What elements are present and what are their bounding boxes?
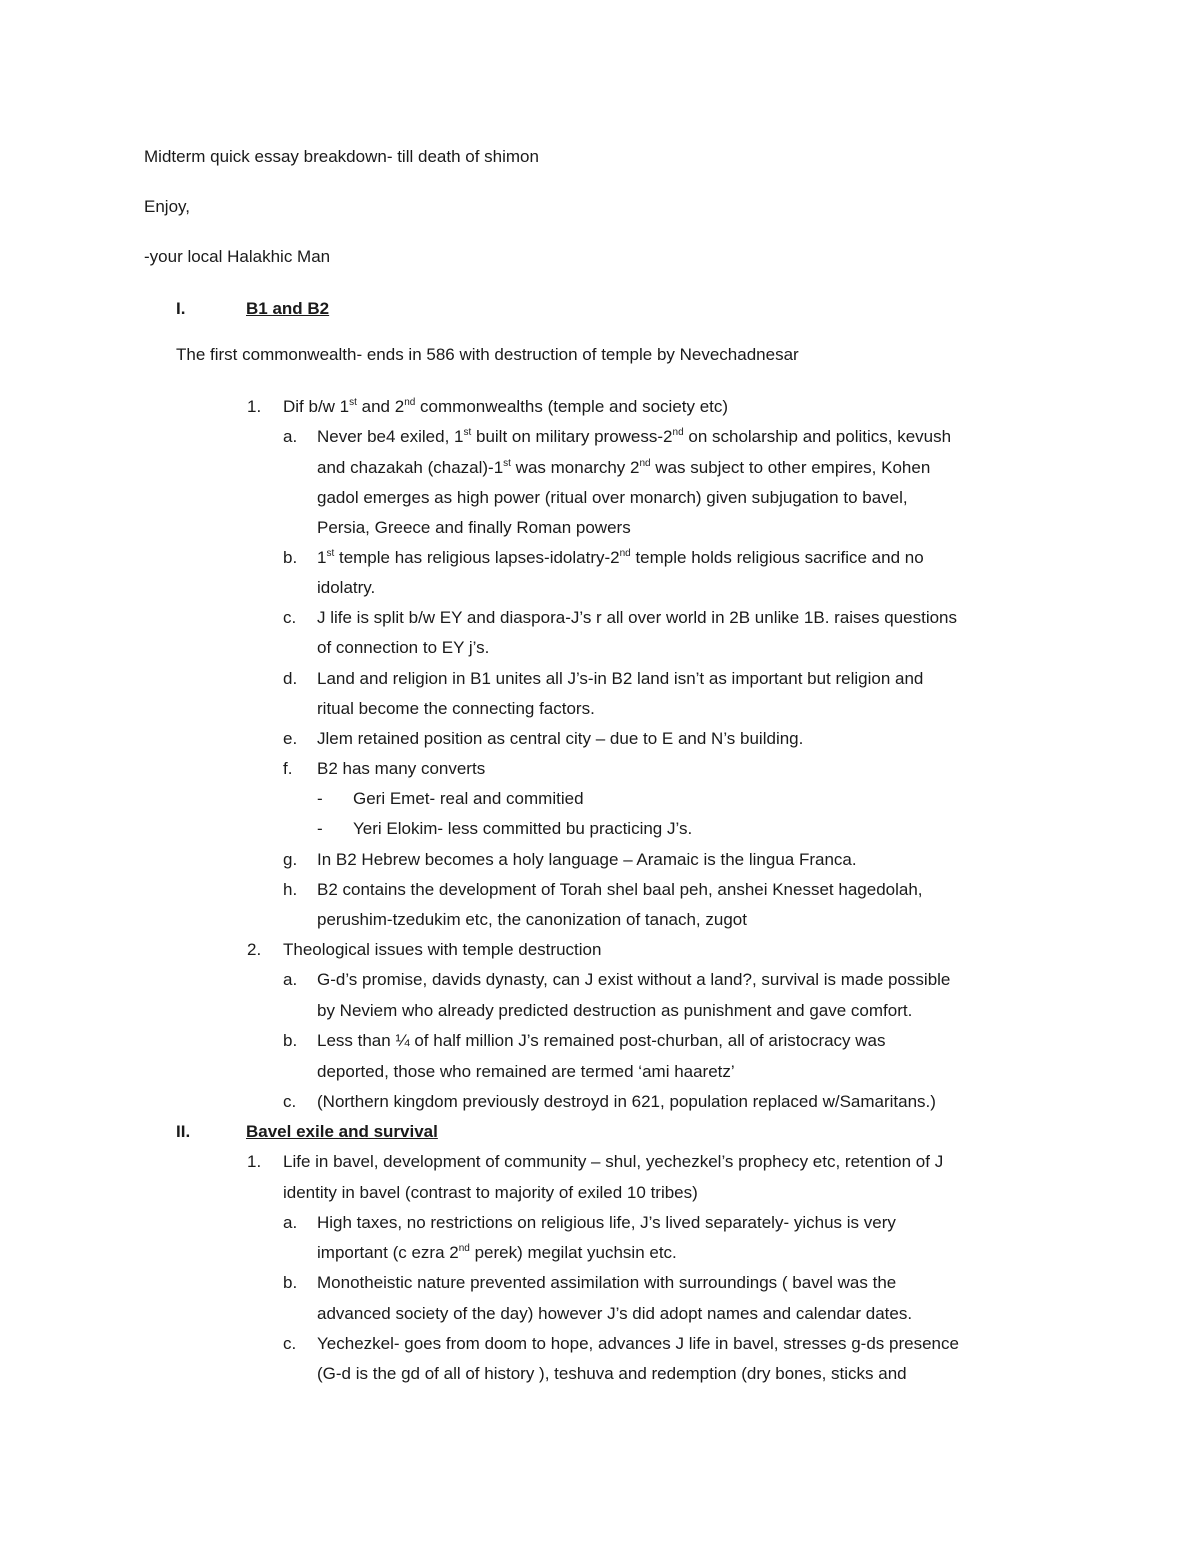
section-heading-1: B1 and B2: [246, 299, 330, 318]
greeting: Enjoy,: [144, 197, 190, 216]
list-item: G-d’s promise, davids dynasty, can J exist without a land?, survival is made possible: [317, 970, 951, 989]
list-item: Less than ¼ of half million J’s remained post-churban, all of aristocracy was: [317, 1031, 886, 1050]
list-marker: e.: [283, 729, 298, 748]
list-item-continuation: identity in bavel (contrast to majority of exiled 10 tribes): [283, 1183, 698, 1202]
list-item: Dif b/w 1st and 2nd commonwealths (temple and society etc): [283, 397, 729, 416]
list-marker: d.: [283, 669, 298, 688]
list-item-continuation: deported, those who remained are termed ‘ami haaretz’: [317, 1062, 735, 1081]
list-item: Never be4 exiled, 1st built on military prowess-2nd on scholarship and politics, kevush: [317, 427, 952, 446]
section-numeral-1: I.: [176, 299, 186, 318]
list-marker: g.: [283, 850, 298, 869]
signature: -your local Halakhic Man: [144, 247, 331, 266]
list-item: (Northern kingdom previously destroyd in 621, population replaced w/Samaritans.): [317, 1092, 936, 1111]
dash-bullet: -: [317, 789, 323, 808]
list-item-continuation: of connection to EY j’s.: [317, 638, 490, 657]
list-item-continuation: ritual become the connecting factors.: [317, 699, 595, 718]
section-heading-2: Bavel exile and survival: [246, 1122, 438, 1141]
list-marker: 2.: [247, 940, 262, 959]
section-numeral-2: II.: [176, 1122, 191, 1141]
list-item-continuation: and chazakah (chazal)-1st was monarchy 2nd was subject to other empires, Kohen: [317, 458, 931, 477]
list-marker: f.: [283, 759, 293, 778]
list-item: Theological issues with temple destruction: [283, 940, 602, 959]
list-marker: b.: [283, 1273, 298, 1292]
list-marker: a.: [283, 1213, 298, 1232]
list-marker: 1.: [247, 1152, 262, 1171]
list-marker: c.: [283, 1092, 297, 1111]
list-item: J life is split b/w EY and diaspora-J’s r all over world in 2B unlike 1B. raises questions: [317, 608, 958, 627]
list-item-continuation: advanced society of the day) however J’s did adopt names and calendar dates.: [317, 1304, 913, 1323]
list-item: 1st temple has religious lapses-idolatry-2nd temple holds religious sacrifice and no: [317, 548, 924, 567]
list-item: In B2 Hebrew becomes a holy language – Aramaic is the lingua Franca.: [317, 850, 857, 869]
list-marker: c.: [283, 1334, 297, 1353]
list-marker: a.: [283, 427, 298, 446]
list-item-continuation: (G-d is the gd of all of history ), teshuva and redemption (dry bones, sticks and: [317, 1364, 907, 1383]
list-marker: b.: [283, 548, 298, 567]
list-item: Monotheistic nature prevented assimilation with surroundings ( bavel was the: [317, 1273, 897, 1292]
list-item: B2 contains the development of Torah shel baal peh, anshei Knesset hagedolah,: [317, 880, 923, 899]
list-item-continuation: by Neviem who already predicted destruction as punishment and gave comfort.: [317, 1001, 913, 1020]
list-item-continuation: perushim-tzedukim etc, the canonization of tanach, zugot: [317, 910, 747, 929]
list-marker: 1.: [247, 397, 262, 416]
list-item: Jlem retained position as central city – due to E and N’s building.: [317, 729, 804, 748]
list-item: Yechezkel- goes from doom to hope, advances J life in bavel, stresses g-ds presence: [317, 1334, 959, 1353]
list-marker: c.: [283, 608, 297, 627]
list-item: Land and religion in B1 unites all J’s-in B2 land isn’t as important but religion and: [317, 669, 924, 688]
list-item: High taxes, no restrictions on religious life, J’s lived separately- yichus is very: [317, 1213, 896, 1232]
list-item: Life in bavel, development of community – shul, yechezkel’s prophecy etc, retention of J: [283, 1152, 944, 1171]
list-marker: a.: [283, 970, 298, 989]
list-item: B2 has many converts: [317, 759, 486, 778]
dash-bullet: -: [317, 819, 323, 838]
list-marker: h.: [283, 880, 298, 899]
list-item-continuation: important (c ezra 2nd perek) megilat yuchsin etc.: [317, 1243, 677, 1262]
list-item-continuation: idolatry.: [317, 578, 376, 597]
list-item-continuation: Persia, Greece and finally Roman powers: [317, 518, 631, 537]
list-item: Yeri Elokim- less committed bu practicing J’s.: [353, 819, 693, 838]
list-marker: b.: [283, 1031, 298, 1050]
intro-paragraph: The first commonwealth- ends in 586 with destruction of temple by Nevechadnesar: [176, 345, 799, 364]
list-item: Geri Emet- real and commitied: [353, 789, 584, 808]
list-item-continuation: gadol emerges as high power (ritual over monarch) given subjugation to bavel,: [317, 488, 908, 507]
document-title: Midterm quick essay breakdown- till death of shimon: [144, 147, 539, 166]
